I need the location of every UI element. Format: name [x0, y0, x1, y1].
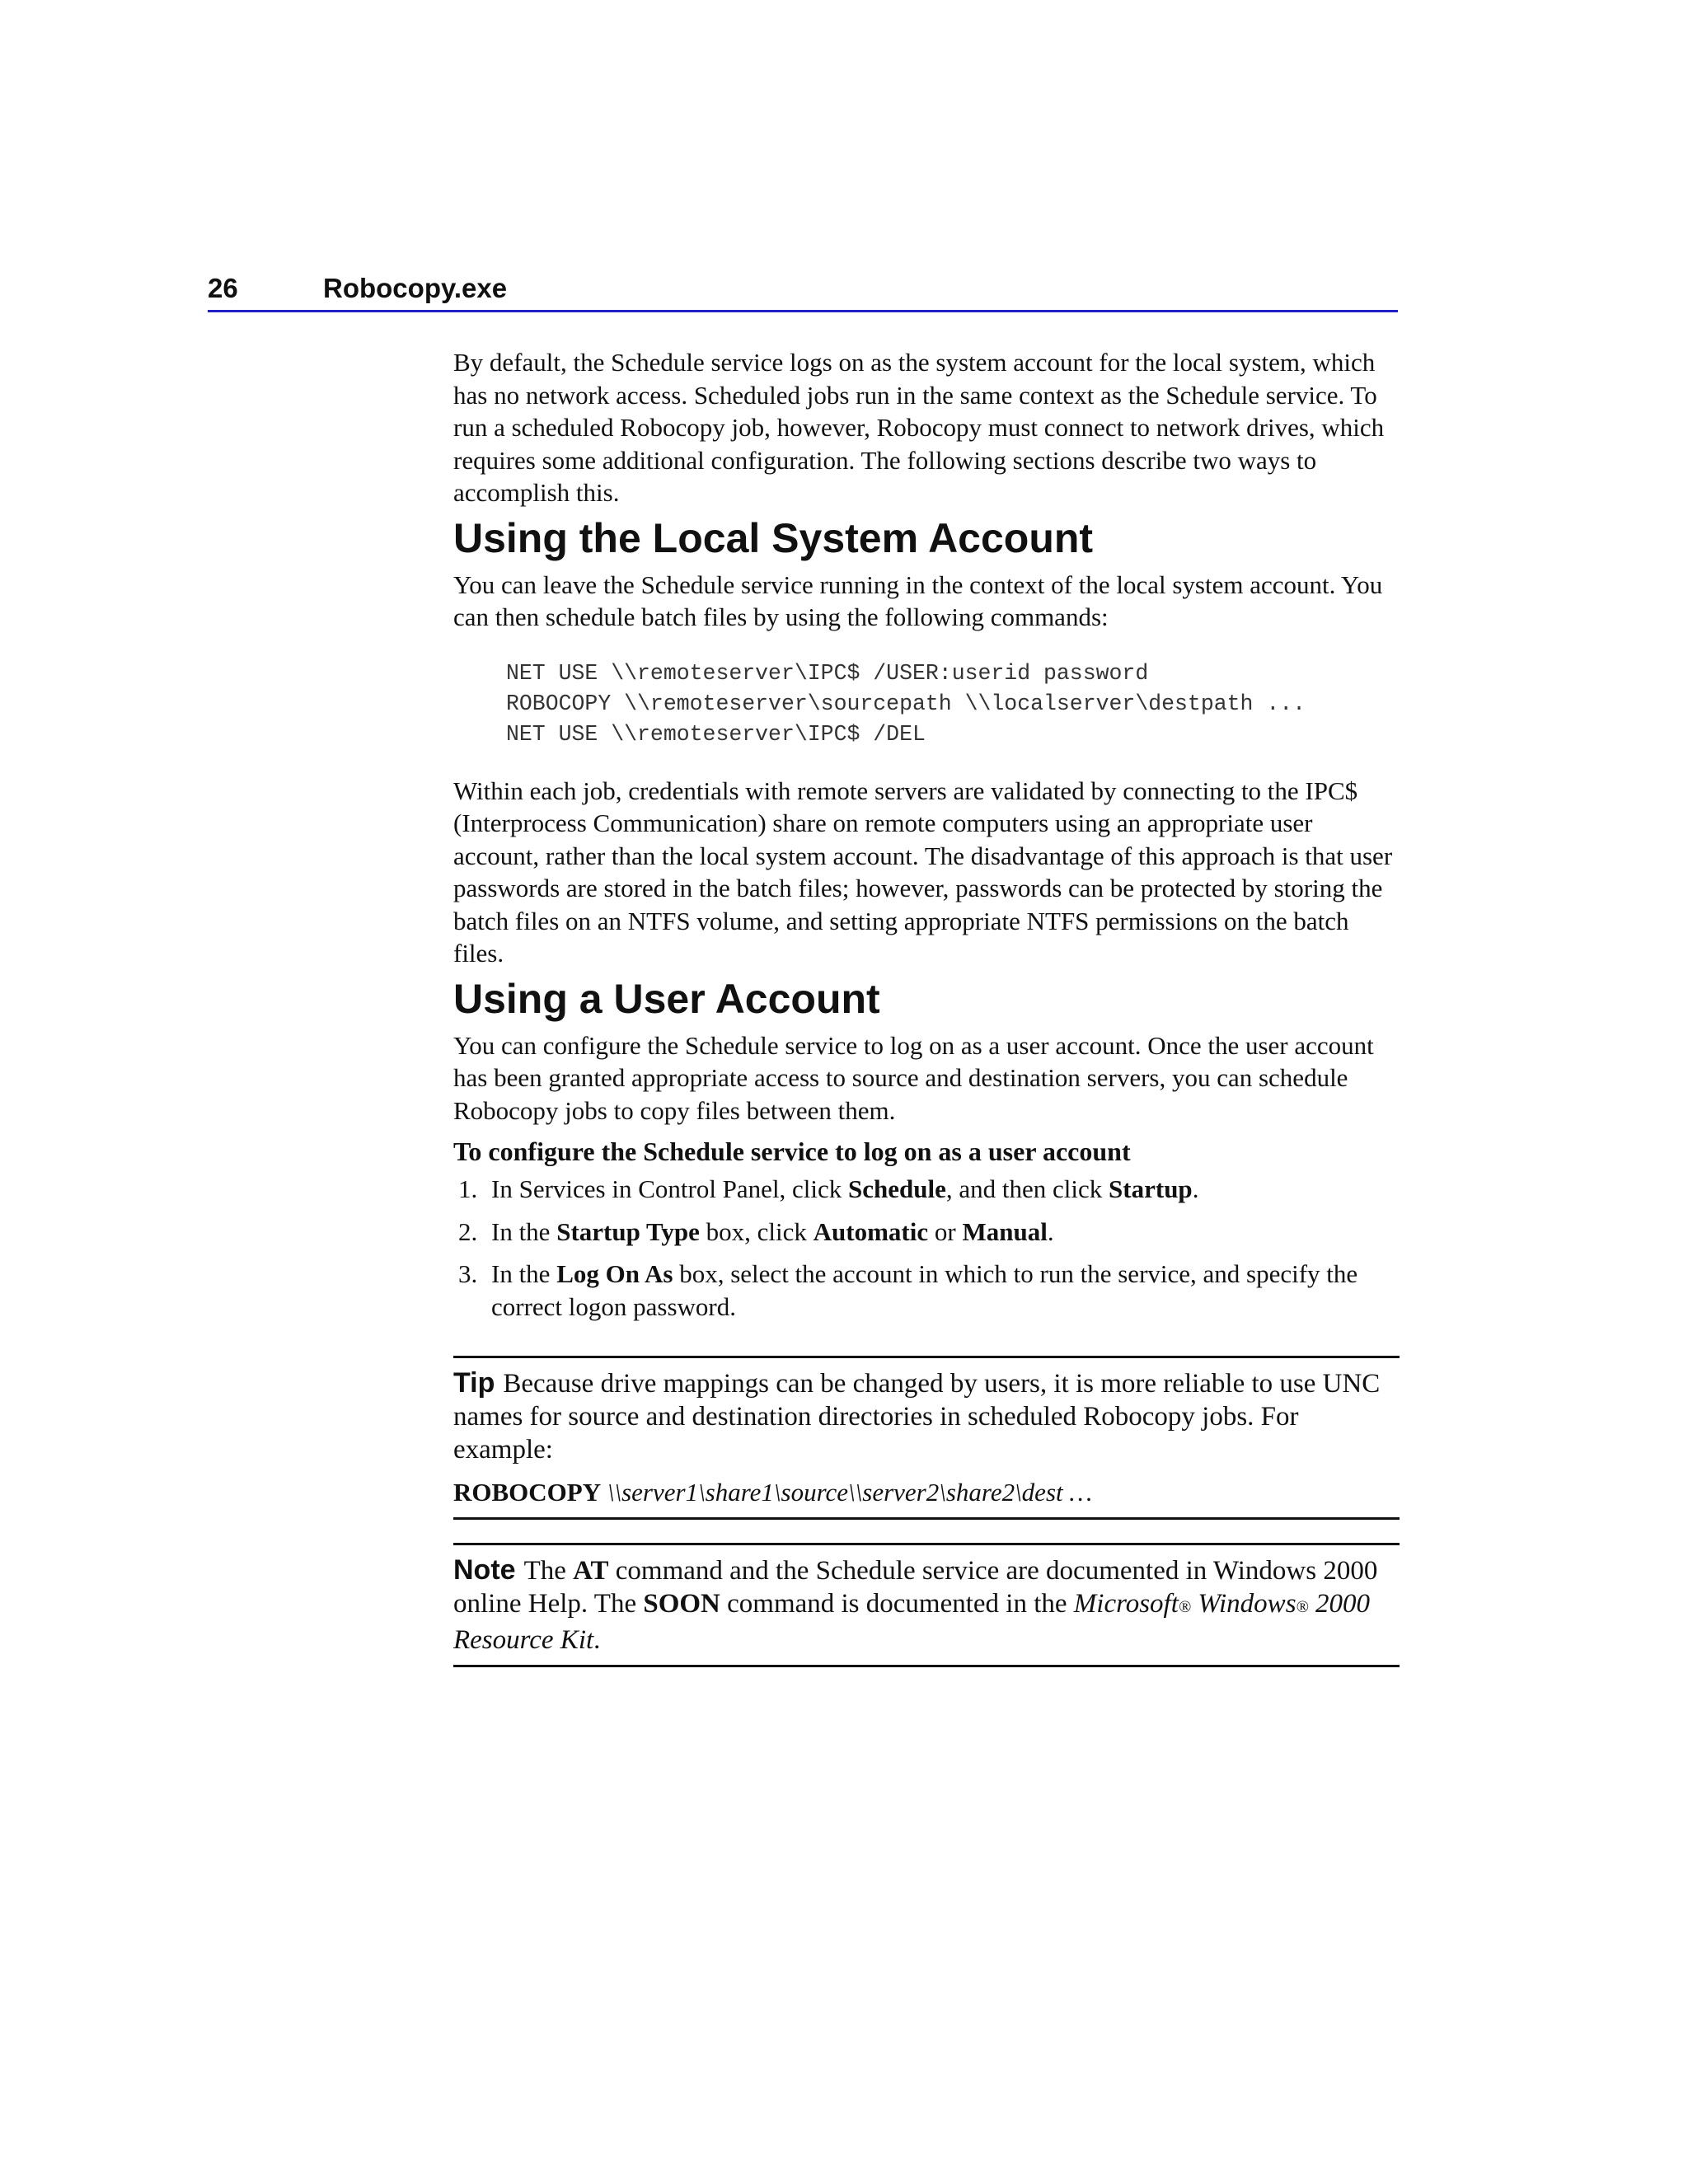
local-account-intro: You can leave the Schedule service running in the context of the local system account. You can then schedule batch files by using the following commands:: [453, 569, 1383, 631]
tip-body: [453, 1366, 1400, 1466]
code-block: [506, 658, 1400, 750]
step-ui-term: Automatic: [813, 1216, 929, 1246]
tip-label: Tip: [453, 1367, 495, 1399]
note-callout: [453, 1543, 1400, 1667]
code-line: NET USE \\remoteserver\IPC$ /DEL: [506, 721, 926, 747]
page-content: [453, 346, 1400, 1667]
heading-local-system-account: Using the Local System Account: [453, 514, 1094, 561]
step-number: 1.: [458, 1174, 478, 1203]
step-text: .: [1192, 1174, 1199, 1203]
code-line: ROBOCOPY \\remoteserver\sourcepath \\localserver\destpath ...: [506, 691, 1306, 716]
tip-example-command: ROBOCOPY: [453, 1478, 602, 1507]
procedure-title: To configure the Schedule service to log on as a user account: [453, 1137, 1131, 1166]
user-account-intro: You can configure the Schedule service to log on as a user account. Once the user account has been granted appropriate access to source and destination servers, you can schedule Robocopy jobs to copy files between them.: [453, 1030, 1374, 1125]
note-book-title: 2000 Resource Kit: [453, 1589, 1370, 1655]
step-text: box, select the account in which to run the service, and specify the correct logon password.: [491, 1259, 1358, 1321]
note-book-title: Microsoft: [1073, 1589, 1179, 1619]
registered-mark: ®: [1178, 1598, 1192, 1616]
step-number: 3.: [458, 1259, 478, 1288]
note-book-title: Windows: [1191, 1589, 1296, 1619]
note-text: The: [523, 1556, 574, 1586]
step-ui-term: Schedule: [848, 1174, 946, 1203]
note-command: SOON: [643, 1589, 720, 1619]
tip-example-path: \\server1\share1\source\\server2\share2\dest …: [607, 1478, 1092, 1507]
procedure-step: [453, 1216, 1400, 1249]
procedure-steps: [453, 1173, 1400, 1323]
procedure-step: [453, 1173, 1400, 1206]
local-account-details: Within each job, credentials with remote servers are validated by connecting to the IPC$ (Interprocess Communication) share on remote computers using an appropriate user account, rather than the local system account. The disadvantage of this approach is that user passwords are stored in the batch files; however, passwords can be protected by storing the batch files on an NTFS volume, and setting appropriate NTFS permissions on the batch files.: [453, 776, 1393, 968]
note-text: command is documented in the: [720, 1589, 1074, 1619]
tip-text: Because drive mappings can be changed by users, it is more reliable to use UNC names for source and destination directories in scheduled Robocopy jobs. For example:: [453, 1369, 1381, 1465]
note-text: .: [593, 1625, 601, 1655]
intro-paragraph: By default, the Schedule service logs on as the system account for the local system, which has no network access. Scheduled jobs run in the same context as the Schedule service. To run a scheduled Robocopy job, however, Robocopy must connect to network drives, which requires some additional configuration. The following sections describe two ways to accomplish this.: [453, 348, 1385, 507]
step-ui-term: Startup Type: [556, 1216, 700, 1246]
page-number: 26: [208, 273, 238, 303]
heading-user-account: Using a User Account: [453, 975, 880, 1022]
page-header: [208, 265, 1398, 312]
step-number: 2.: [458, 1216, 478, 1246]
note-body: [453, 1554, 1400, 1657]
step-text: , and then click: [945, 1174, 1109, 1203]
note-text: command and the Schedule service are documented in Windows 2000 online Help. The: [453, 1556, 1378, 1619]
note-command: AT: [573, 1556, 609, 1586]
step-text: In the: [491, 1259, 557, 1288]
step-text: .: [1047, 1216, 1054, 1246]
note-label: Note: [453, 1554, 516, 1586]
step-ui-term: Manual: [962, 1216, 1048, 1246]
step-ui-term: Startup: [1109, 1174, 1193, 1203]
step-text: or: [928, 1216, 963, 1246]
step-text: box, click: [699, 1216, 814, 1246]
running-title: Robocopy.exe: [323, 273, 508, 303]
tip-callout: [453, 1356, 1400, 1520]
step-text: In the: [491, 1216, 557, 1246]
step-text: In Services in Control Panel, click: [491, 1174, 849, 1203]
code-line: NET USE \\remoteserver\IPC$ /USER:userid password: [506, 660, 1149, 686]
tip-example: [453, 1476, 1400, 1509]
registered-mark: ®: [1296, 1598, 1309, 1616]
step-ui-term: Log On As: [556, 1259, 673, 1288]
procedure-step: [453, 1258, 1400, 1323]
